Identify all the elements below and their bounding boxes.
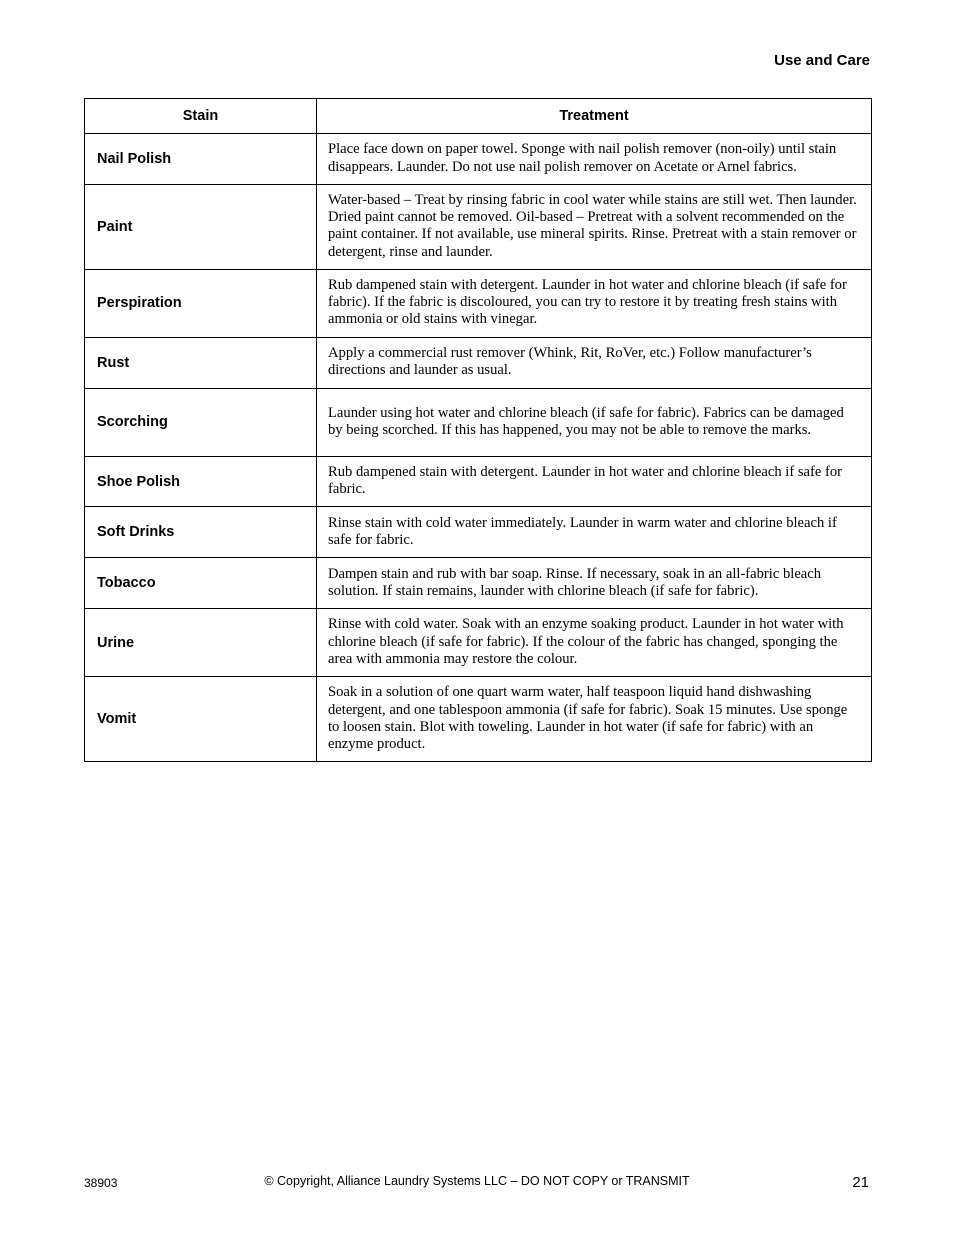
- table-row: [85, 337, 872, 388]
- stain-name: Perspiration: [85, 269, 317, 337]
- stain-name: Shoe Polish: [85, 456, 317, 506]
- copyright-notice: © Copyright, Alliance Laundry Systems LLC – DO NOT COPY or TRANSMIT: [264, 1174, 690, 1188]
- stain-treatment-table: [84, 98, 872, 762]
- stain-name: Vomit: [85, 677, 317, 762]
- table-row: [85, 134, 872, 185]
- treatment-text: Rub dampened stain with detergent. Launder in hot water and chlorine bleach if safe for fabric.: [317, 456, 872, 506]
- column-header-stain: Stain: [85, 99, 317, 134]
- page-number: 21: [852, 1174, 869, 1191]
- section-title: Use and Care: [774, 52, 870, 69]
- table-row: [85, 185, 872, 270]
- table-row: [85, 269, 872, 337]
- table-header-row: [85, 99, 872, 134]
- stain-name: Scorching: [85, 388, 317, 456]
- document-number: 38903: [84, 1176, 118, 1190]
- table-row: [85, 507, 872, 558]
- treatment-text: Rub dampened stain with detergent. Launder in hot water and chlorine bleach (if safe for fabric). If the fabric is discoloured, you can try to restore it by treating fresh stains with ammonia or old stains with vinegar.: [317, 269, 872, 337]
- table-row: [85, 456, 872, 506]
- stain-name: Nail Polish: [85, 134, 317, 185]
- stain-name: Paint: [85, 185, 317, 270]
- stain-name: Soft Drinks: [85, 507, 317, 558]
- table-row: [85, 558, 872, 609]
- treatment-text: Rinse stain with cold water immediately. Launder in warm water and chlorine bleach if safe for fabric.: [317, 507, 872, 558]
- treatment-text: Soak in a solution of one quart warm water, half teaspoon liquid hand dishwashing detergent, and one tablespoon ammonia (if safe for fabric). Soak 15 minutes. Use sponge to loosen stain. Blot with toweling. Launder in hot water (if safe for fabric) with an enzyme product.: [317, 677, 872, 762]
- treatment-text: Place face down on paper towel. Sponge with nail polish remover (non-oily) until stain disappears. Launder. Do not use nail polish remover on Acetate or Arnel fabrics.: [317, 134, 872, 185]
- table-row: [85, 677, 872, 762]
- column-header-treatment: Treatment: [317, 99, 872, 134]
- stain-name: Rust: [85, 337, 317, 388]
- table-row: [85, 609, 872, 677]
- stain-name: Tobacco: [85, 558, 317, 609]
- treatment-text: Rinse with cold water. Soak with an enzyme soaking product. Launder in hot water with chlorine bleach (if safe for fabric). If the colour of the fabric has changed, sponging the area with ammonia may restore the colour.: [317, 609, 872, 677]
- table-row: [85, 388, 872, 456]
- stain-name: Urine: [85, 609, 317, 677]
- treatment-text: Launder using hot water and chlorine bleach (if safe for fabric). Fabrics can be damaged by being scorched. If this has happened, you may not be able to remove the marks.: [317, 388, 872, 456]
- treatment-text: Apply a commercial rust remover (Whink, Rit, RoVer, etc.) Follow manufacturer’s directions and launder as usual.: [317, 337, 872, 388]
- treatment-text: Water-based – Treat by rinsing fabric in cool water while stains are still wet. Then launder. Dried paint cannot be removed. Oil-based – Pretreat with a solvent recommended on the paint container. If not available, use mineral spirits. Rinse. Pretreat with a stain remover or detergent, rinse and launder.: [317, 185, 872, 270]
- treatment-text: Dampen stain and rub with bar soap. Rinse. If necessary, soak in an all-fabric bleach solution. If stain remains, launder with chlorine bleach (if safe for fabric).: [317, 558, 872, 609]
